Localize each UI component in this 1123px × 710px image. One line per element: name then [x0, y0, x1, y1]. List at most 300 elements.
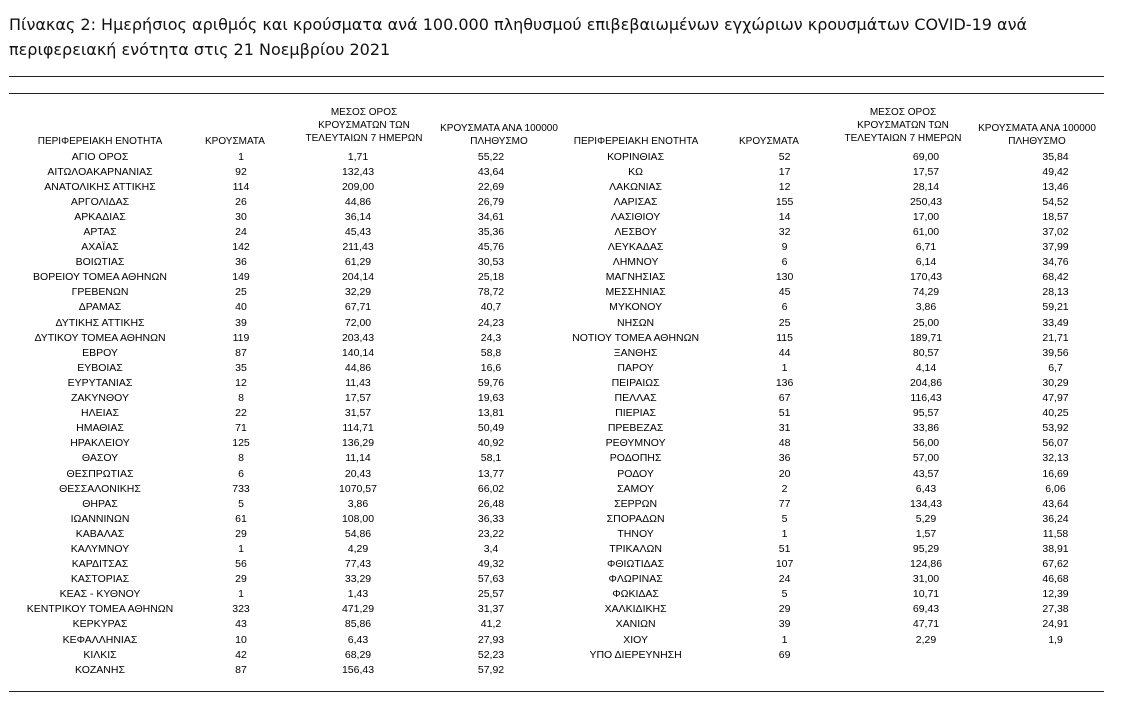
cases-cell: 51 [778, 407, 791, 420]
avg7-cell: 250,43 [909, 195, 943, 208]
cases-cell: 29 [235, 573, 247, 586]
region-cell: ΒΟΙΩΤΙΑΣ [75, 256, 125, 269]
region-cell: ΛΕΥΚΑΔΑΣ [607, 241, 664, 254]
table-row [566, 345, 1123, 360]
cases-cell: 24 [235, 226, 247, 239]
per100k-cell: 54,52 [1042, 195, 1069, 208]
cases-cell: 119 [232, 331, 250, 344]
avg7-cell: 31,00 [912, 573, 940, 586]
cases-cell: 114 [232, 180, 250, 193]
avg7-cell: 47,71 [912, 618, 940, 631]
cases-cell: 45 [778, 286, 791, 299]
table-row [566, 285, 1123, 300]
avg7-cell: 204,86 [909, 376, 943, 389]
per100k-cell: 57,63 [477, 573, 505, 586]
per100k-cell: 26,79 [477, 195, 505, 208]
per100k-cell: 43,64 [477, 165, 505, 178]
per100k-cell: 18,57 [1042, 210, 1069, 223]
table-row [10, 496, 558, 511]
per100k-cell: 30,29 [1042, 376, 1069, 389]
region-cell: ΔΥΤΙΚΟΥ ΤΟΜΕΑ ΑΘΗΝΩΝ [34, 331, 166, 344]
table-row [566, 224, 1123, 239]
region-cell: ΛΕΣΒΟΥ [614, 226, 657, 239]
region-cell: ΚΟΖΑΝΗΣ [75, 663, 125, 676]
cases-cell: 142 [232, 241, 250, 254]
region-cell: ΧΑΝΙΩΝ [615, 618, 656, 631]
header-per100k-line1: ΚΡΟΥΣΜΑΤΑ ΑΝΑ 100000 [978, 123, 1096, 134]
cases-cell: 87 [235, 346, 247, 359]
table-row [10, 315, 558, 330]
cases-cell: 25 [778, 316, 791, 329]
region-cell: ΑΧΑΪΑΣ [81, 241, 119, 254]
avg7-cell: 6,43 [347, 633, 369, 646]
avg7-cell: 204,14 [341, 271, 375, 284]
region-cell: ΠΕΙΡΑΙΩΣ [611, 376, 660, 389]
avg7-cell: 10,71 [912, 588, 940, 601]
cases-cell: 39 [778, 618, 791, 631]
table-row [566, 511, 1123, 526]
region-cell: ΦΩΚΙΔΑΣ [612, 588, 659, 601]
table-row [10, 436, 558, 451]
per100k-cell: 35,84 [1042, 150, 1069, 163]
region-cell: ΑΙΤΩΛΟΑΚΑΡΝΑΝΙΑΣ [47, 165, 153, 178]
table-row [10, 149, 558, 164]
cases-cell: 10 [235, 633, 247, 646]
region-cell: ΚΕΦΑΛΛΗΝΙΑΣ [62, 633, 138, 646]
region-cell: ΕΒΡΟΥ [82, 346, 118, 359]
table-row [566, 300, 1123, 315]
region-cell: ΘΕΣΠΡΩΤΙΑΣ [66, 467, 134, 480]
avg7-cell: 134,43 [909, 497, 943, 510]
per100k-cell: 11,58 [1042, 527, 1069, 540]
avg7-cell: 170,43 [909, 271, 943, 284]
table-row [10, 511, 558, 526]
per100k-cell: 16,69 [1042, 467, 1069, 480]
table-row [566, 436, 1123, 451]
region-cell: ΝΗΣΩΝ [617, 316, 655, 329]
table-row [10, 632, 558, 647]
avg7-cell: 1,71 [347, 150, 369, 163]
avg7-cell: 2,29 [915, 633, 937, 646]
cases-cell: 6 [781, 256, 788, 269]
avg7-cell: 471,29 [341, 603, 375, 616]
avg7-cell: 4,14 [915, 361, 937, 374]
per100k-cell: 59,21 [1042, 301, 1069, 314]
avg7-cell: 1070,57 [339, 482, 377, 495]
table-title: Πίνακας 2: Ημερήσιος αριθμός και κρούσματα ανά 100.000 πληθυσμού επιβεβαιωμένων εγχώριων κρουσμάτων COVID-19 ανά περιφερειακή ενότητα στις 21 Νοεμβρίου 2021 [9, 15, 1028, 59]
table-row [10, 617, 558, 632]
region-cell: ΚΕΝΤΡΙΚΟΥ ΤΟΜΕΑ ΑΘΗΝΩΝ [26, 603, 174, 616]
per100k-cell: 13,81 [477, 407, 505, 420]
region-cell: ΒΟΡΕΙΟΥ ΤΟΜΕΑ ΑΘΗΝΩΝ [33, 271, 167, 284]
header-avg-right [829, 106, 977, 145]
header-avg-line1: ΜΕΣΟΣ ΟΡΟΣ [869, 107, 937, 118]
avg7-cell: 69,43 [912, 603, 940, 616]
per100k-cell: 40,7 [480, 301, 502, 314]
top-rule [9, 76, 1104, 77]
per100k-cell: 58,1 [480, 452, 502, 465]
cases-cell: 136 [775, 376, 794, 389]
cases-cell: 52 [778, 150, 791, 163]
cases-cell: 1 [781, 361, 788, 374]
region-cell: ΜΑΓΝΗΣΙΑΣ [605, 271, 666, 284]
avg7-cell: 33,86 [912, 422, 940, 435]
cases-cell: 2 [781, 482, 788, 495]
region-cell: ΗΡΑΚΛΕΙΟΥ [70, 437, 130, 450]
region-cell: ΦΛΩΡΙΝΑΣ [608, 573, 663, 586]
avg7-cell: 124,86 [909, 558, 943, 571]
table-row [566, 602, 1123, 617]
table-row [566, 541, 1123, 556]
table-row [566, 179, 1123, 194]
avg7-cell: 11,43 [345, 376, 371, 389]
header-rule [9, 93, 1104, 94]
avg7-cell: 6,43 [915, 482, 937, 495]
table-row [10, 662, 558, 677]
avg7-cell: 1,43 [347, 588, 369, 601]
per100k-cell: 46,68 [1042, 573, 1069, 586]
cases-cell: 1 [781, 633, 788, 646]
cases-cell: 42 [235, 648, 247, 661]
per100k-cell: 6,7 [1048, 361, 1063, 374]
per100k-cell: 16,6 [480, 361, 502, 374]
region-cell: ΠΕΛΛΑΣ [614, 392, 657, 405]
per100k-cell: 49,32 [477, 558, 505, 571]
per100k-cell: 23,22 [477, 527, 505, 540]
region-cell: ΖΑΚΥΝΘΟΥ [70, 392, 129, 405]
avg7-cell: 6,71 [915, 241, 937, 254]
cases-cell: 115 [776, 331, 793, 344]
cases-cell: 6 [238, 467, 244, 480]
table-row [566, 315, 1123, 330]
avg7-cell: 6,14 [915, 256, 937, 269]
cases-cell: 1 [238, 542, 244, 555]
avg7-cell: 69,00 [912, 150, 940, 163]
header-per100k-line2: ΠΛΗΘΥΣΜΟ [1008, 136, 1066, 147]
avg7-cell: 95,57 [912, 407, 940, 420]
region-cell: ΑΡΓΟΛΙΔΑΣ [70, 195, 130, 208]
per100k-cell: 32,13 [1042, 452, 1069, 465]
header-per100k-line1: ΚΡΟΥΣΜΑΤΑ ΑΝΑ 100000 [440, 123, 558, 134]
table-row [566, 240, 1123, 255]
cases-cell: 8 [238, 392, 244, 405]
table-row [10, 421, 558, 436]
avg7-cell: 56,00 [912, 437, 940, 450]
region-cell: ΣΑΜΟΥ [617, 482, 655, 495]
per100k-cell: 21,71 [1042, 331, 1069, 344]
table-row [566, 209, 1123, 224]
cases-cell: 25 [235, 286, 247, 299]
per100k-cell: 31,37 [477, 603, 505, 616]
per100k-cell: 40,92 [477, 437, 505, 450]
region-cell: ΛΗΜΝΟΥ [612, 256, 659, 269]
per100k-cell: 68,42 [1042, 271, 1069, 284]
per100k-cell: 27,93 [477, 633, 505, 646]
table-row [566, 149, 1123, 164]
cases-cell: 67 [778, 392, 791, 405]
per100k-cell: 25,57 [477, 588, 505, 601]
region-cell: ΘΕΣΣΑΛΟΝΙΚΗΣ [59, 482, 141, 495]
header-region-right: ΠΕΡΙΦΕΡΕΙΑΚΗ ΕΝΟΤΗΤΑ [573, 136, 699, 147]
cases-cell: 71 [235, 422, 247, 435]
per100k-cell: 24,23 [477, 316, 505, 329]
header-avg-line2: ΚΡΟΥΣΜΑΤΩΝ ΤΩΝ [318, 120, 410, 131]
cases-cell: 323 [232, 603, 250, 616]
table-row [566, 587, 1123, 602]
avg7-cell: 68,29 [344, 648, 372, 661]
region-cell: ΘΑΣΟΥ [81, 452, 119, 465]
cases-cell: 130 [775, 271, 794, 284]
region-cell: ΚΑΣΤΟΡΙΑΣ [70, 573, 130, 586]
table-row [566, 194, 1123, 209]
table-row [10, 270, 558, 285]
cases-cell: 5 [238, 497, 244, 510]
region-cell: ΘΗΡΑΣ [82, 497, 118, 510]
per100k-cell: 43,64 [1042, 497, 1069, 510]
table-row [10, 285, 558, 300]
avg7-cell: 189,71 [909, 331, 943, 344]
cases-cell: 8 [238, 452, 244, 465]
cases-cell: 12 [235, 376, 247, 389]
header-avg-left [290, 106, 438, 145]
header-avg-line1: ΜΕΣΟΣ ΟΡΟΣ [330, 107, 398, 118]
region-cell: ΛΑΣΙΘΙΟΥ [610, 210, 661, 223]
header-avg-line3: ΤΕΛΕΥΤΑΙΩΝ 7 ΗΜΕΡΩΝ [844, 133, 962, 144]
per100k-cell: 28,13 [1042, 286, 1069, 299]
table-row [10, 375, 558, 390]
cases-cell: 12 [778, 180, 791, 193]
per100k-cell: 13,77 [477, 467, 505, 480]
table-row [10, 451, 558, 466]
region-cell: ΡΟΔΟΠΗΣ [609, 452, 662, 465]
cases-cell: 1 [781, 527, 788, 540]
table-row [566, 557, 1123, 572]
avg7-cell: 28,14 [912, 180, 940, 193]
avg7-cell: 17,00 [912, 210, 940, 223]
cases-cell: 32 [778, 226, 791, 239]
cases-cell: 107 [775, 558, 794, 571]
avg7-cell: 136,29 [341, 437, 375, 450]
bottom-rule [9, 691, 1104, 692]
region-cell: ΧΙΟΥ [623, 633, 648, 646]
header-region-left: ΠΕΡΙΦΕΡΕΙΑΚΗ ΕΝΟΤΗΤΑ [37, 136, 163, 147]
table-row [10, 602, 558, 617]
region-cell: ΔΥΤΙΚΗΣ ΑΤΤΙΚΗΣ [55, 316, 145, 329]
region-cell: ΚΕΑΣ - ΚΥΘΝΟΥ [59, 588, 141, 601]
cases-cell: 44 [778, 346, 791, 359]
table-row [566, 466, 1123, 481]
table-row [10, 647, 558, 662]
avg7-cell [864, 647, 988, 662]
table-row [10, 240, 558, 255]
cases-cell: 31 [778, 422, 791, 435]
cases-cell: 40 [235, 301, 247, 314]
per100k-cell: 33,49 [1042, 316, 1069, 329]
per100k-cell: 53,92 [1042, 422, 1069, 435]
region-cell: ΡΟΔΟΥ [617, 467, 654, 480]
header-per100k-line2: ΠΛΗΘΥΣΜΟ [470, 136, 528, 147]
region-cell: ΑΓΙΟ ΟΡΟΣ [71, 150, 129, 163]
avg7-cell: 108,00 [341, 512, 375, 525]
region-cell: ΚΑΛΥΜΝΟΥ [70, 542, 130, 555]
region-cell: ΚΟΡΙΝΘΙΑΣ [607, 150, 665, 163]
avg7-cell: 74,29 [912, 286, 940, 299]
table-row [10, 164, 558, 179]
cases-cell: 6 [781, 301, 788, 314]
table-row [10, 526, 558, 541]
region-cell: ΞΑΝΘΗΣ [613, 346, 658, 359]
avg7-cell: 25,00 [912, 316, 940, 329]
per100k-cell: 35,36 [477, 226, 505, 239]
per100k-cell: 25,18 [477, 271, 505, 284]
cases-cell: 20 [778, 467, 791, 480]
cases-cell: 5 [781, 588, 788, 601]
avg7-cell: 95,29 [912, 542, 940, 555]
region-cell: ΛΑΚΩΝΙΑΣ [609, 180, 663, 193]
avg7-cell: 3,86 [347, 497, 369, 510]
cases-cell: 155 [775, 195, 794, 208]
cases-cell: 29 [778, 603, 791, 616]
cases-cell: 92 [235, 165, 247, 178]
table-row [566, 270, 1123, 285]
per100k-cell: 45,76 [477, 241, 505, 254]
avg7-cell: 77,43 [344, 558, 372, 571]
avg7-cell: 61,00 [912, 226, 940, 239]
per100k-cell: 26,48 [477, 497, 505, 510]
cases-cell: 149 [232, 271, 250, 284]
per100k-cell: 27,38 [1042, 603, 1069, 616]
avg7-cell: 85,86 [344, 618, 372, 631]
table-row [10, 572, 558, 587]
per100k-cell: 38,91 [1042, 542, 1069, 555]
avg7-cell: 209,00 [341, 180, 375, 193]
per100k-cell: 50,49 [477, 422, 505, 435]
cases-cell: 24 [778, 573, 791, 586]
table-row [10, 481, 558, 496]
cases-cell: 36 [778, 452, 791, 465]
table-row [566, 421, 1123, 436]
region-cell: ΕΥΒΟΙΑΣ [77, 361, 123, 374]
table-row [566, 451, 1123, 466]
table-row [10, 330, 558, 345]
avg7-cell: 17,57 [912, 165, 940, 178]
table-row [566, 496, 1123, 511]
table-row [566, 481, 1123, 496]
region-cell: ΚΑΒΑΛΑΣ [75, 527, 125, 540]
region-cell: ΧΑΛΚΙΔΙΚΗΣ [604, 603, 667, 616]
avg7-cell: 80,57 [912, 346, 940, 359]
per100k-cell: 47,97 [1042, 392, 1069, 405]
per100k-cell: 57,92 [477, 663, 505, 676]
cases-cell: 61 [235, 512, 247, 525]
avg7-cell: 140,14 [341, 346, 375, 359]
avg7-cell: 11,14 [345, 452, 371, 465]
region-cell: ΓΡΕΒΕΝΩΝ [71, 286, 129, 299]
per100k-cell: 13,46 [1042, 180, 1069, 193]
region-cell: ΙΩΑΝΝΙΝΩΝ [70, 512, 130, 525]
region-cell: ΑΡΤΑΣ [83, 226, 117, 239]
table-row [10, 300, 558, 315]
table-row [566, 617, 1123, 632]
per100k-cell: 41,2 [480, 618, 502, 631]
table-row [10, 557, 558, 572]
per100k-cell: 3,4 [483, 542, 499, 555]
avg7-cell: 4,29 [347, 542, 369, 555]
cases-cell: 9 [781, 241, 788, 254]
avg7-cell: 116,43 [910, 392, 942, 405]
table-row [10, 194, 558, 209]
cases-cell: 733 [232, 482, 250, 495]
table-row [10, 224, 558, 239]
avg7-cell: 1,57 [915, 527, 937, 540]
region-cell: ΚΕΡΚΥΡΑΣ [72, 618, 128, 631]
table-row [10, 179, 558, 194]
region-cell: ΠΡΕΒΕΖΑΣ [607, 422, 664, 435]
table-row [10, 406, 558, 421]
region-cell: ΠΑΡΟΥ [617, 361, 654, 374]
region-cell: ΔΡΑΜΑΣ [78, 301, 122, 314]
per100k-cell: 66,02 [477, 482, 505, 495]
table-row [10, 541, 558, 556]
region-cell: ΚΑΡΔΙΤΣΑΣ [71, 558, 129, 571]
header-per100k-left [420, 122, 578, 148]
region-cell: ΡΕΘΥΜΝΟΥ [605, 437, 666, 450]
avg7-cell: 72,00 [344, 316, 372, 329]
per100k-cell: 19,63 [477, 392, 505, 405]
region-cell: ΣΠΟΡΑΔΩΝ [606, 512, 665, 525]
per100k-cell: 39,56 [1042, 346, 1069, 359]
region-cell: ΑΝΑΤΟΛΙΚΗΣ ΑΤΤΙΚΗΣ [44, 180, 156, 193]
avg7-cell: 36,14 [344, 210, 372, 223]
avg7-cell: 67,71 [344, 301, 372, 314]
region-cell: ΤΡΙΚΑΛΩΝ [609, 542, 662, 555]
cases-cell: 1 [238, 588, 244, 601]
table-row [10, 209, 558, 224]
region-cell: ΝΟΤΙΟΥ ΤΟΜΕΑ ΑΘΗΝΩΝ [572, 331, 700, 344]
cases-cell: 51 [778, 542, 791, 555]
table-row [566, 526, 1123, 541]
region-cell: ΕΥΡΥΤΑΝΙΑΣ [67, 376, 133, 389]
per100k-cell: 56,07 [1042, 437, 1069, 450]
avg7-cell: 20,43 [344, 467, 372, 480]
table-row [10, 255, 558, 270]
per100k-cell: 6,06 [1045, 482, 1066, 495]
table-row [10, 391, 558, 406]
header-per100k-right [960, 122, 1114, 148]
table-row [566, 647, 1123, 662]
avg7-cell: 33,29 [344, 573, 372, 586]
region-cell: ΑΡΚΑΔΙΑΣ [74, 210, 126, 223]
avg7-cell: 132,43 [341, 165, 375, 178]
avg7-cell: 61,29 [344, 256, 372, 269]
region-cell: ΗΜΑΘΙΑΣ [76, 422, 124, 435]
per100k-cell: 34,61 [477, 210, 505, 223]
cases-cell: 125 [232, 437, 250, 450]
right-data-table [566, 149, 1123, 662]
table-row [566, 391, 1123, 406]
cases-cell: 29 [235, 527, 247, 540]
header-cases-left: ΚΡΟΥΣΜΑΤΑ [205, 136, 265, 147]
table-row [566, 164, 1123, 179]
cases-cell: 43 [235, 618, 247, 631]
header-avg-line3: ΤΕΛΕΥΤΑΙΩΝ 7 ΗΜΕΡΩΝ [305, 133, 423, 144]
cases-cell: 48 [778, 437, 791, 450]
cases-cell: 22 [235, 407, 247, 420]
region-cell: ΤΗΝΟΥ [617, 527, 654, 540]
table-row [566, 406, 1123, 421]
per100k-cell: 24,91 [1042, 618, 1069, 631]
avg7-cell: 156,43 [341, 663, 375, 676]
